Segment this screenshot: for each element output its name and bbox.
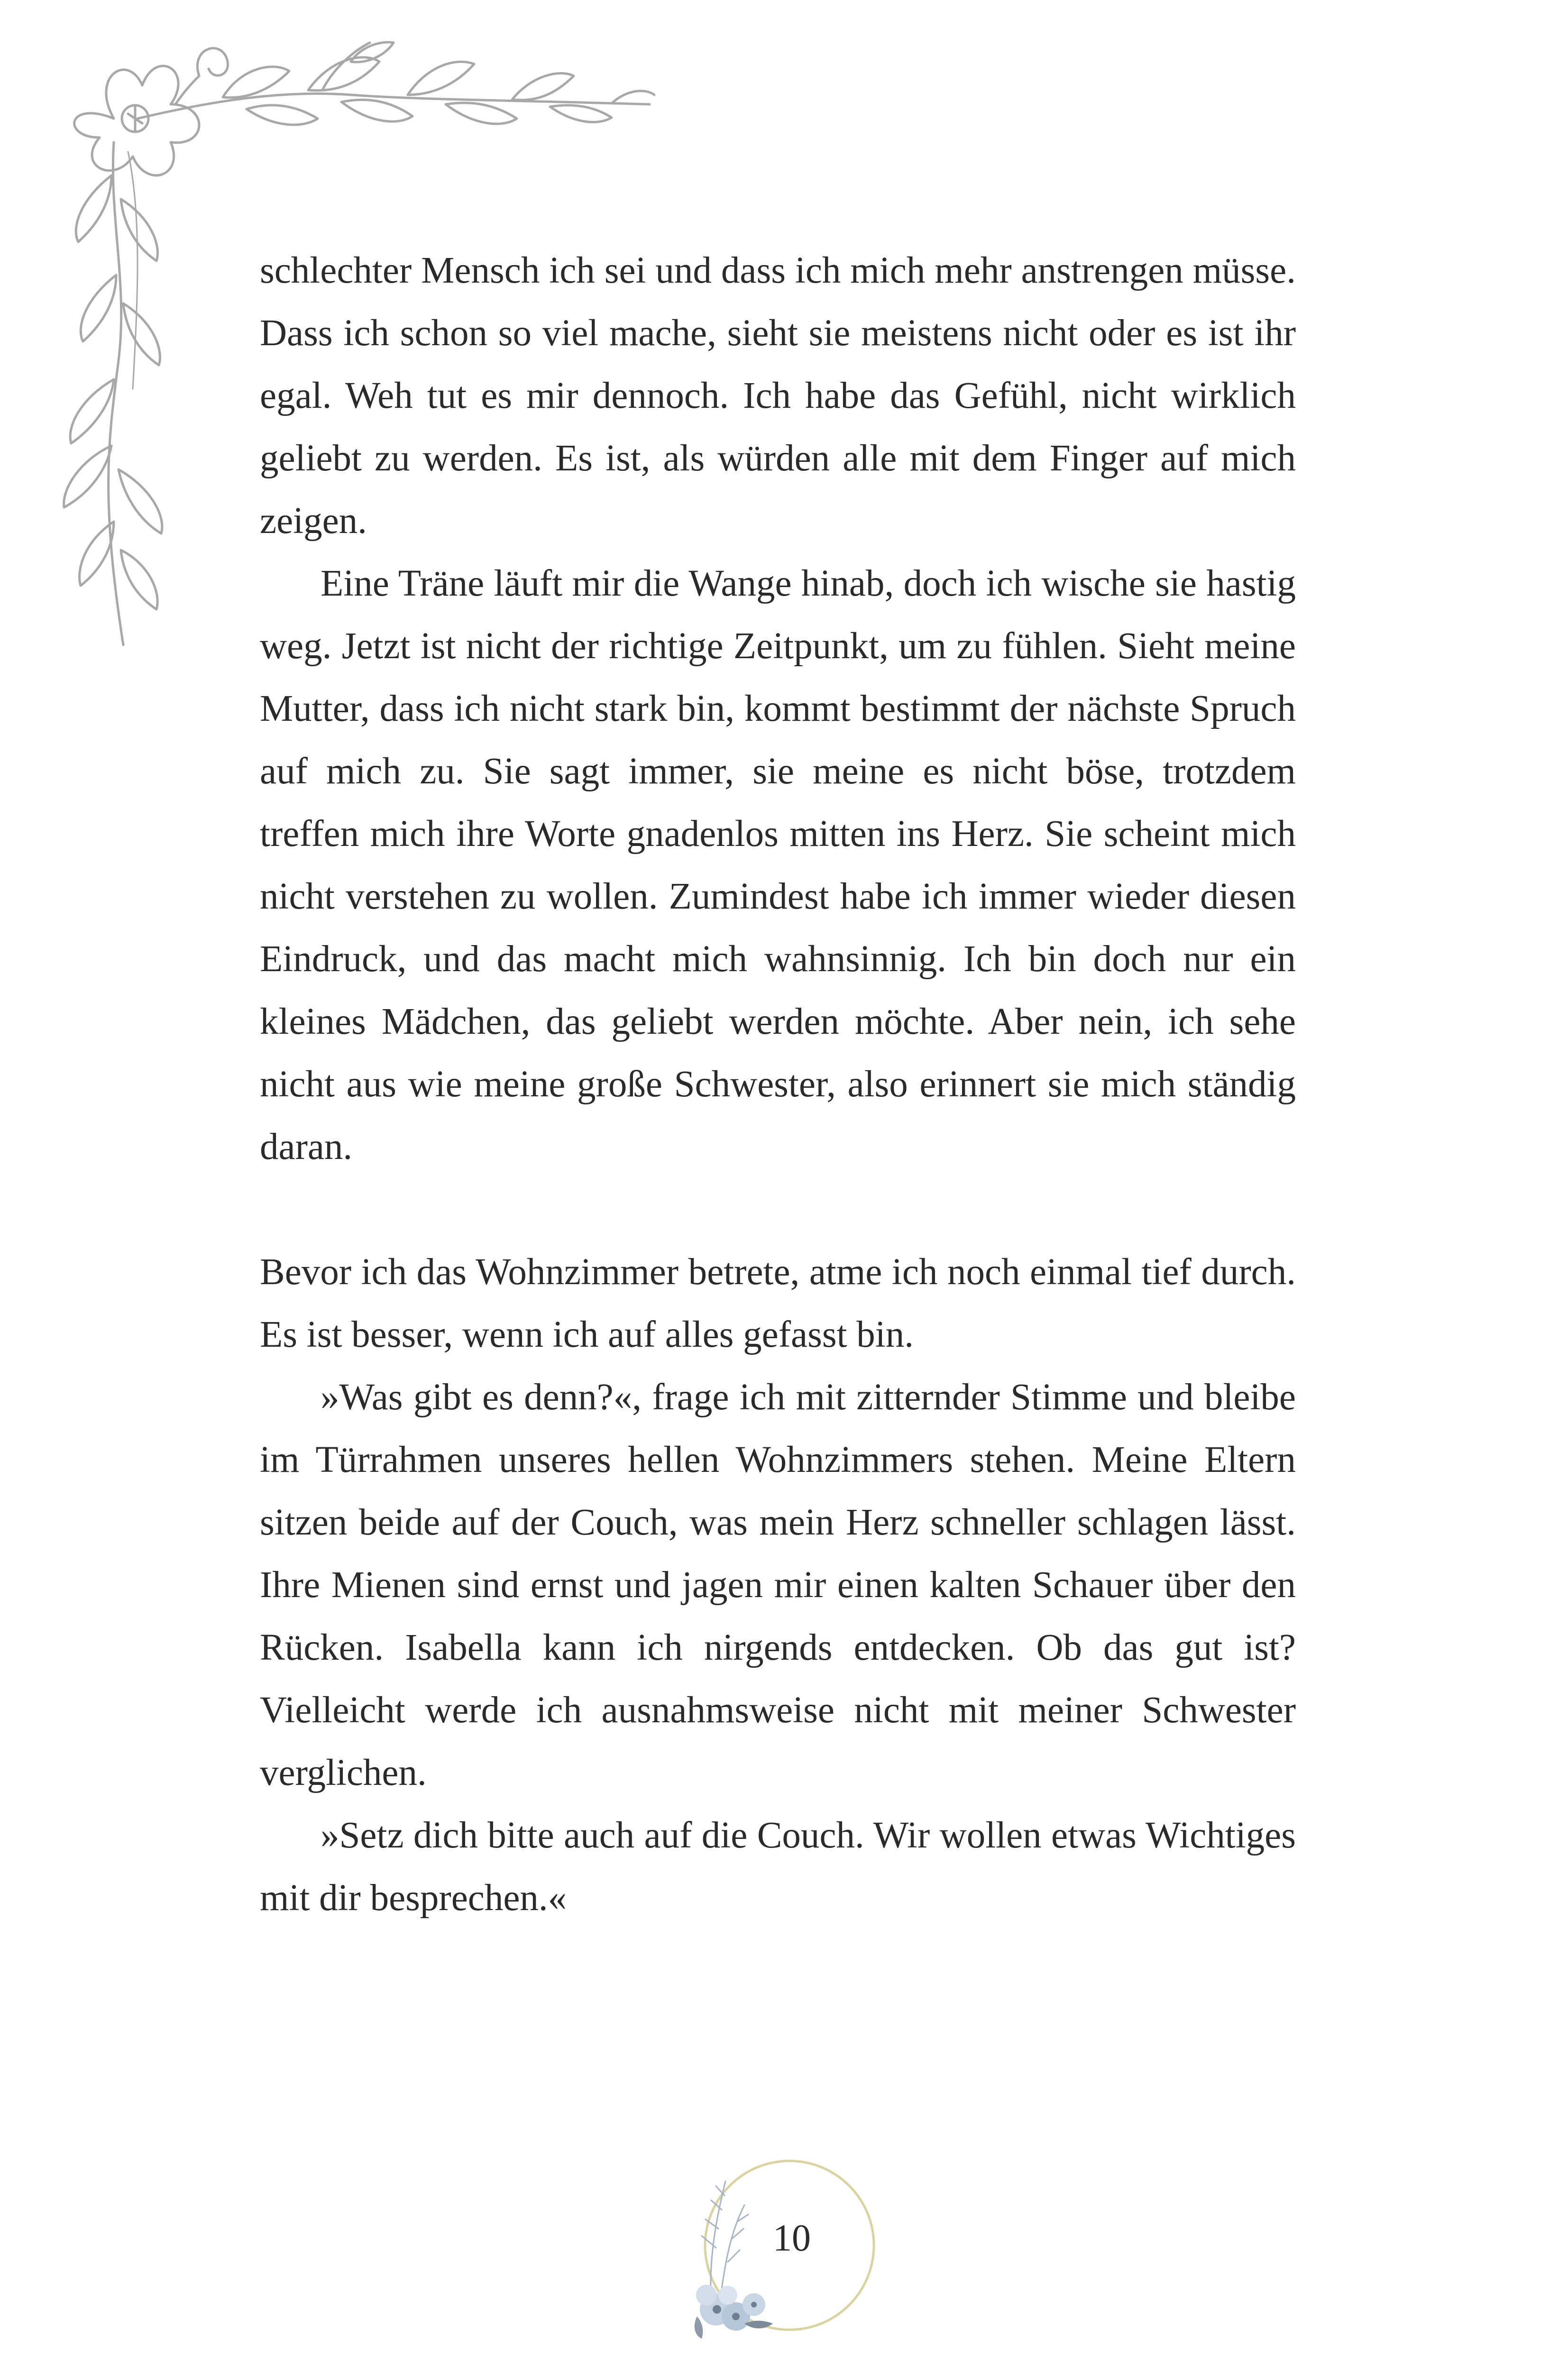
page-number-badge — [683, 2153, 882, 2343]
flower-icon — [74, 66, 199, 175]
paragraph: »Was gibt es denn?«, frage ich mit zitternder Stimme und bleibe im Türrahmen unseres hellen Wohnzimmers stehen. Meine Eltern sitzen beide auf der Couch, was mein Herz schneller schlagen lässt. Ihre Mienen sind ernst und jagen mir einen kalten Schauer über den Rücken. Isabella kann ich nirgends entdecken. Ob das gut ist? Vielleicht werde ich ausnahmsweise nicht mit meiner Schwester verglichen. — [260, 1377, 1296, 1793]
paragraph: »Setz dich bitte auch auf die Couch. Wir wollen etwas Wichtiges mit dir besprechen.« — [260, 1815, 1296, 1919]
body-text — [260, 239, 1296, 1930]
paragraph: Eine Träne läuft mir die Wange hinab, doch ich wische sie hastig weg. Jetzt ist nicht der richtige Zeitpunkt, um zu fühlen. Sieht meine Mutter, dass ich nicht stark bin, kommt bestimmt der nächste Spruch auf mich zu. Sie sagt immer, sie meine es nicht böse, trotzdem treffen mich ihre Worte gnadenlos mitten ins Herz. Sie scheint mich nicht verstehen zu wollen. Zumindest habe ich immer wieder diesen Eindruck, und das macht mich wahnsinnig. Ich bin doch nur ein kleines Mädchen, das geliebt werden möchte. Aber nein, ich sehe nicht aus wie meine große Schwester, also erinnert sie mich ständig daran. — [260, 563, 1296, 1167]
paragraph: schlechter Mensch ich sei und dass ich mich mehr anstrengen müsse. Dass ich schon so viel mache, sieht sie meistens nicht oder es ist ihr egal. Weh tut es mir dennoch. Ich habe das Gefühl, nicht wirklich geliebt zu werden. Es ist, als würden alle mit dem Finger auf mich zeigen. — [260, 250, 1296, 542]
paragraph: Bevor ich das Wohnzimmer betrete, atme ich noch einmal tief durch. Es ist besser, wenn ich auf alles gefasst bin. — [260, 1251, 1296, 1355]
flower-icon — [695, 2285, 773, 2339]
page-number: 10 — [773, 2217, 811, 2259]
